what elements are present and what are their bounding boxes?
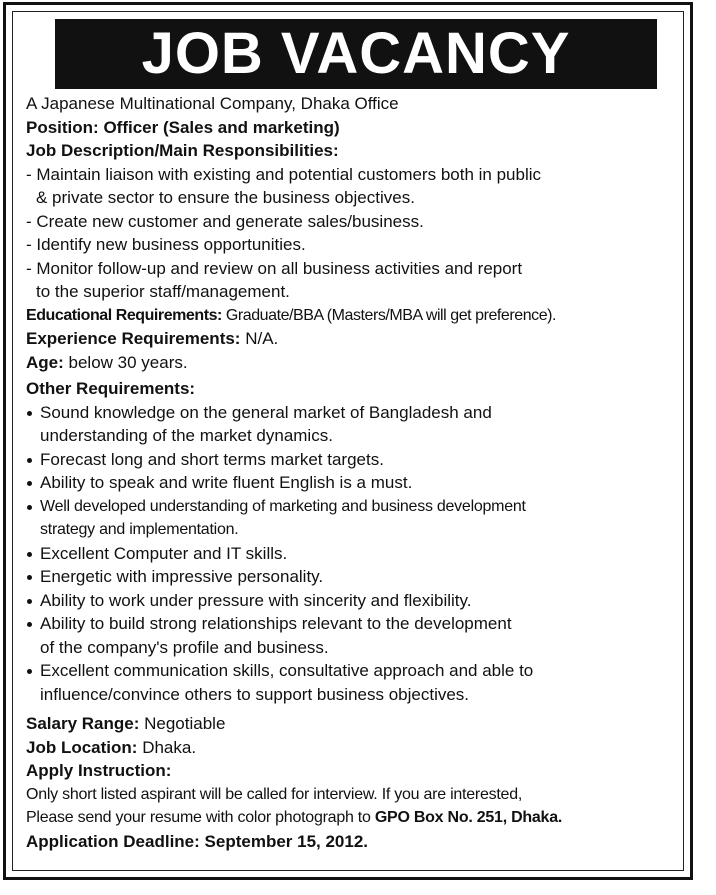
responsibility-item-continued: & private sector to ensure the business objectives.: [36, 188, 415, 207]
requirement-item: Well developed understanding of marketing and business development: [26, 495, 670, 519]
salary-value: Negotiable: [144, 714, 226, 733]
apply-address-line: [26, 806, 670, 830]
deadline-value: September 15, 2012.: [204, 831, 369, 851]
requirement-item: Ability to speak and write fluent English is a must.: [26, 471, 670, 495]
title-banner: [55, 19, 657, 89]
age-value: below 30 years.: [68, 352, 188, 372]
other-requirements-list: [26, 401, 670, 707]
experience-value: N/A.: [245, 329, 279, 348]
apply-address-prefix: Please send your resume with color photograph to: [26, 809, 375, 826]
job-description-heading: Job Description/Main Responsibilities:: [26, 141, 339, 160]
education-value: Graduate/BBA (Masters/MBA will get preference).: [225, 306, 557, 324]
apply-heading: Apply Instruction:: [26, 761, 172, 780]
position-line: [26, 116, 670, 140]
responsibility-item: - Create new customer and generate sales/business.: [26, 211, 424, 231]
salary-line: [26, 712, 670, 736]
deadline-label: Application Deadline:: [26, 831, 200, 851]
requirement-item-continued: strategy and implementation.: [40, 521, 239, 538]
education-line: [26, 304, 670, 328]
gpo-box-address: GPO Box No. 251, Dhaka.: [374, 809, 563, 826]
requirement-item-continued: influence/convince others to support business objectives.: [40, 684, 470, 704]
deadline-line: [26, 830, 670, 854]
position-value: Officer (Sales and marketing): [103, 117, 340, 137]
responsibility-item: - Identify new business opportunities.: [26, 235, 306, 254]
position-label: Position:: [26, 117, 99, 137]
requirement-item: Ability to work under pressure with sincerity and flexibility.: [26, 589, 670, 613]
experience-label: Experience Requirements:: [26, 329, 241, 348]
salary-label: Salary Range:: [26, 714, 140, 733]
requirement-item: Excellent Computer and IT skills.: [26, 542, 670, 566]
requirement-item-continued: of the company's profile and business.: [40, 637, 329, 657]
age-line: [26, 351, 670, 375]
requirement-item: Sound knowledge on the general market of Bangladesh and: [26, 401, 670, 425]
location-label: Job Location:: [26, 737, 138, 757]
requirement-item-continued: understanding of the market dynamics.: [40, 426, 333, 445]
responsibility-item: - Maintain liaison with existing and potential customers both in public: [26, 164, 541, 184]
age-label: Age:: [26, 352, 64, 372]
requirement-item: Excellent communication skills, consultative approach and able to: [26, 659, 670, 683]
responsibility-item-continued: to the superior staff/management.: [36, 282, 290, 301]
location-value: Dhaka.: [142, 737, 197, 757]
responsibility-item: - Monitor follow-up and review on all business activities and report: [26, 258, 523, 278]
requirement-item: Forecast long and short terms market targets.: [26, 448, 670, 472]
other-requirements-heading: Other Requirements:: [26, 379, 196, 398]
requirement-item: Energetic with impressive personality.: [26, 565, 670, 589]
responsibility-list: [26, 163, 670, 304]
page-title: JOB VACANCY: [141, 21, 571, 86]
experience-line: [26, 327, 670, 351]
education-label: Educational Requirements:: [26, 306, 222, 324]
location-line: [26, 736, 670, 760]
ad-content: [26, 92, 670, 853]
company-line: A Japanese Multinational Company, Dhaka Office: [26, 94, 399, 113]
requirement-item: Ability to build strong relationships relevant to the development: [26, 612, 670, 636]
advertisement-frame: [3, 2, 693, 880]
apply-instruction-line: Only short listed aspirant will be called for interview. If you are interested,: [26, 785, 523, 803]
